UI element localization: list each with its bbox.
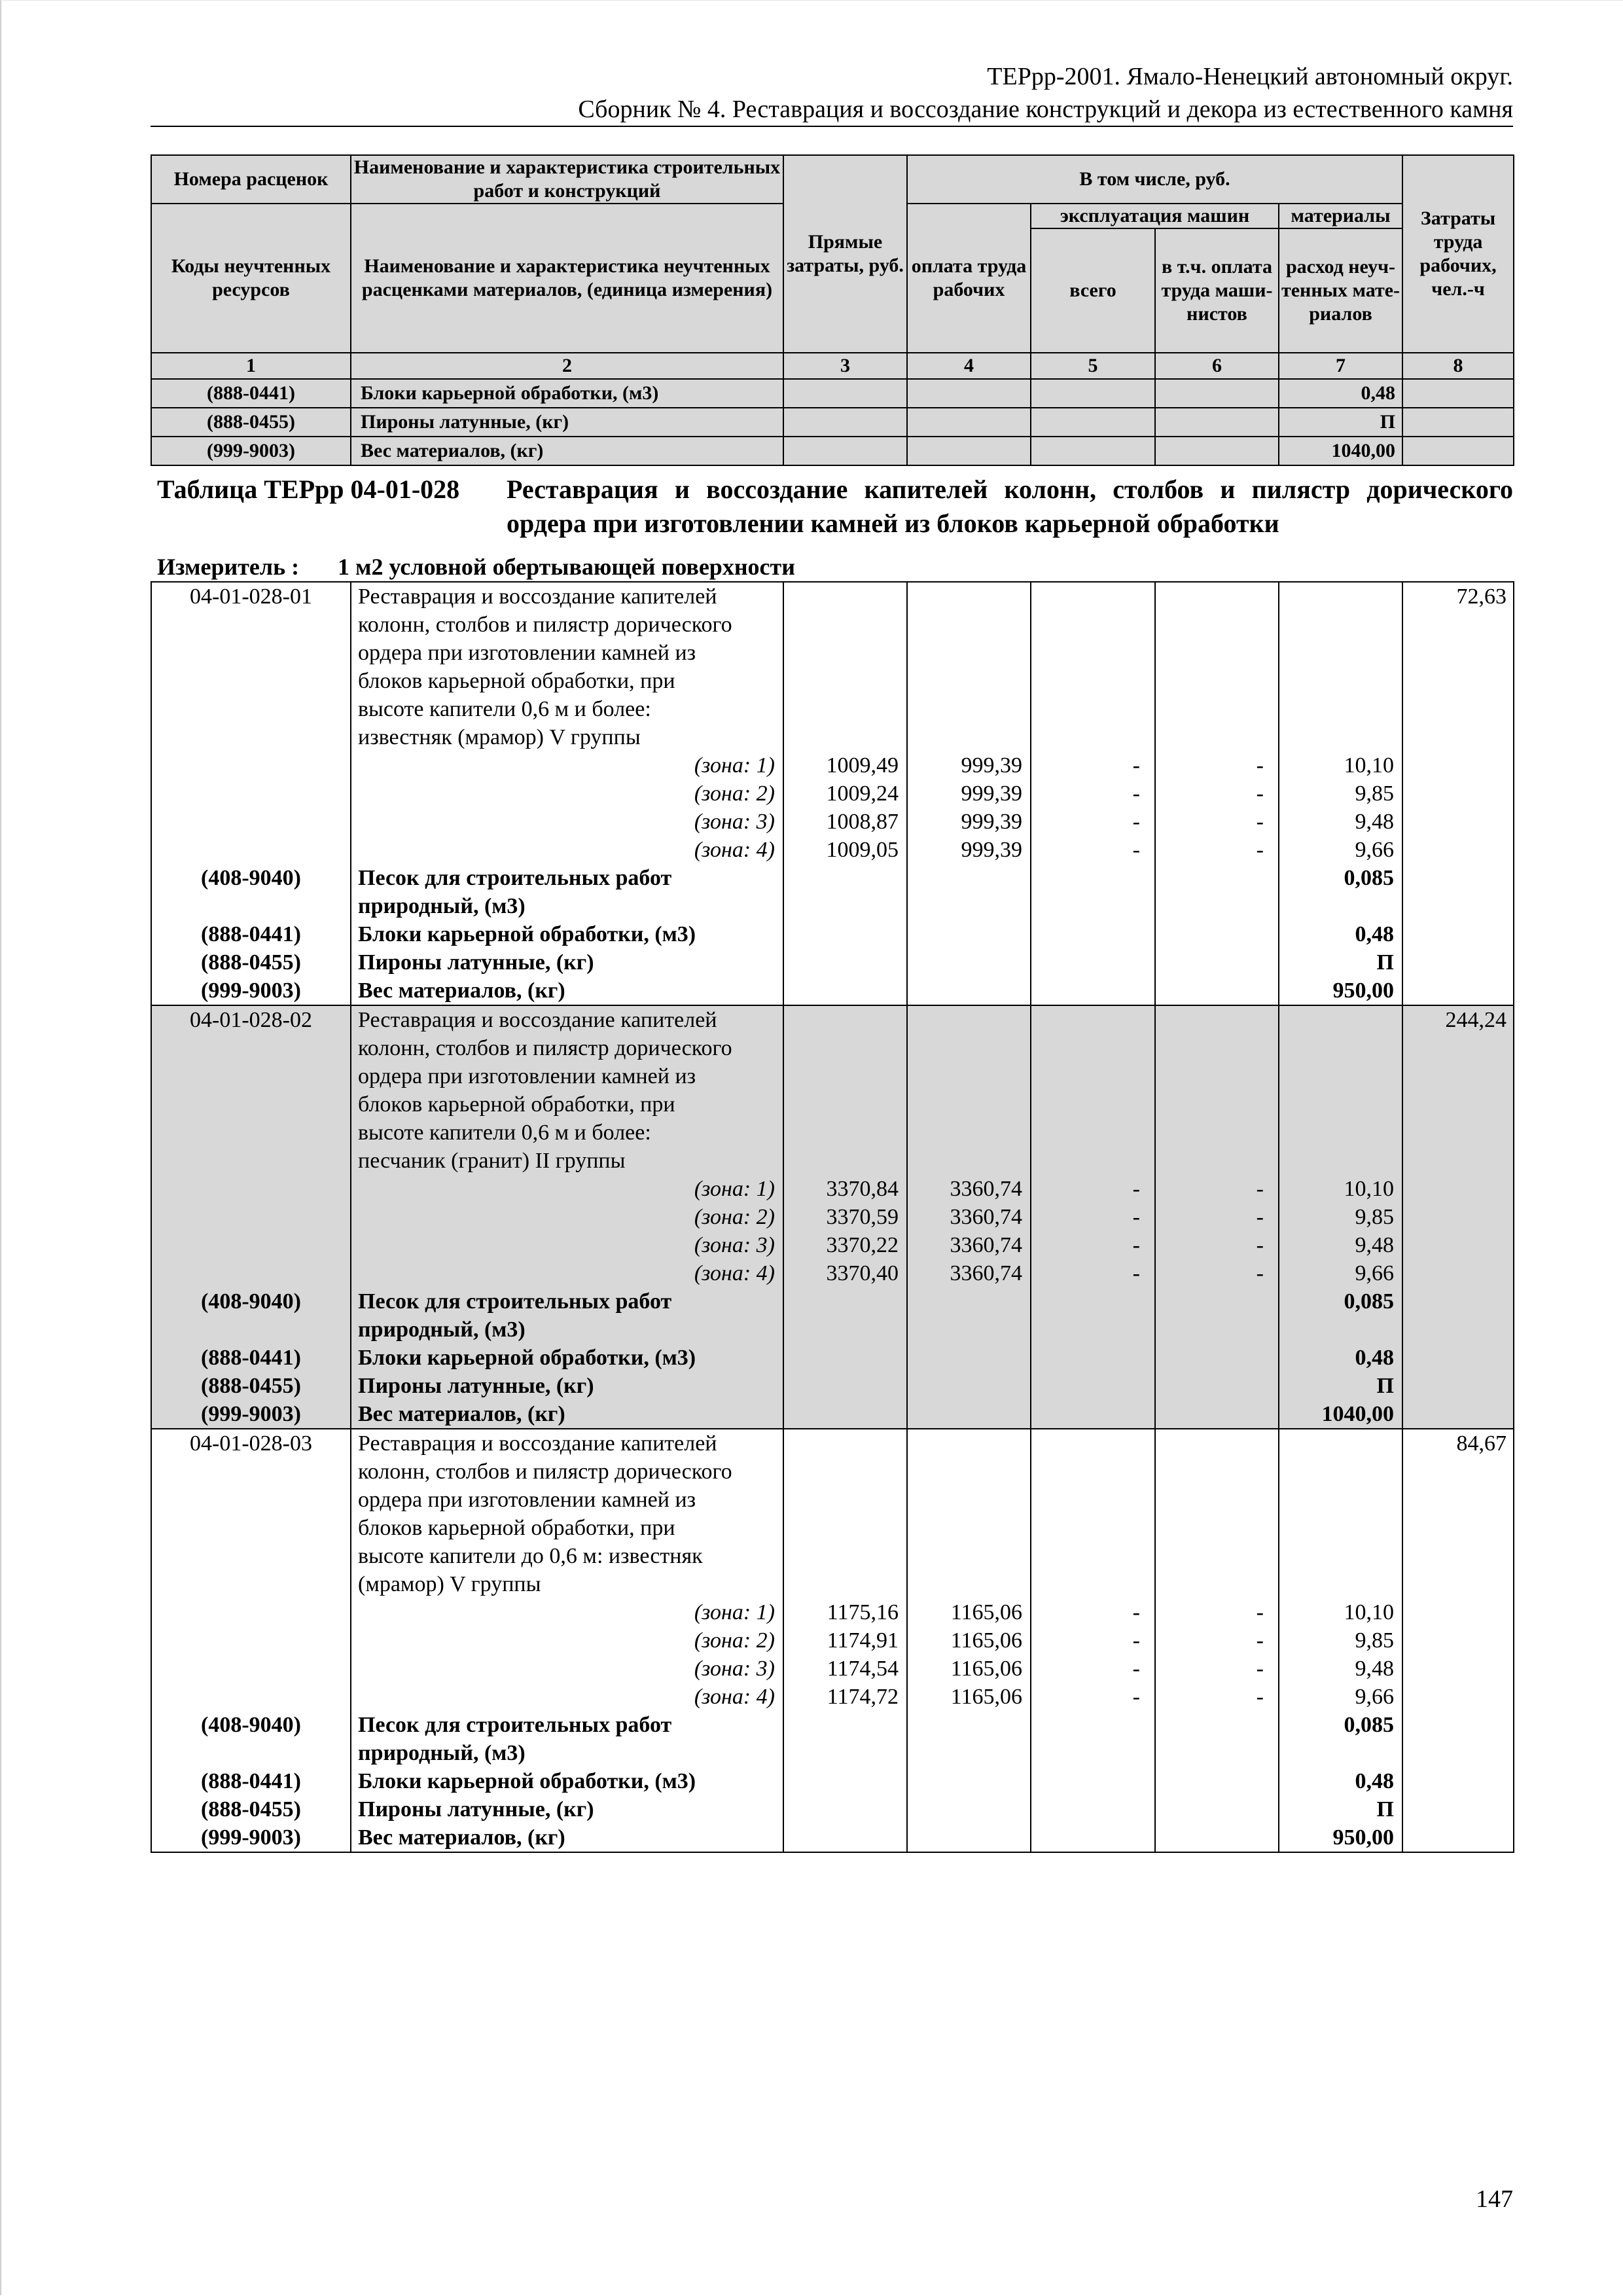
zone-label: (зона: 2)	[351, 1626, 783, 1655]
materials-cost: 9,66	[1279, 1259, 1402, 1287]
resource-code: (888-0441)	[151, 379, 351, 408]
wage-cost: 1165,06	[907, 1655, 1031, 1683]
machinist-wage: -	[1155, 1626, 1279, 1655]
col-incl: В том числе, руб.	[907, 155, 1402, 204]
direct-cost: 1174,72	[783, 1683, 907, 1711]
direct-cost: 1175,16	[783, 1598, 907, 1626]
resource-code: (888-0455)	[151, 1372, 351, 1400]
rates-table	[151, 581, 1514, 1853]
zone-label: (зона: 1)	[351, 1598, 783, 1626]
zone-row	[151, 1231, 1514, 1259]
materials-cost: 9,85	[1279, 1626, 1402, 1655]
machines-cost: -	[1031, 1231, 1155, 1259]
resource-row	[151, 920, 1514, 948]
wage-cost: 3360,74	[907, 1231, 1031, 1259]
resource-value: П	[1279, 408, 1402, 437]
rate-desc-row	[151, 1090, 1514, 1119]
machinist-wage: -	[1155, 1598, 1279, 1626]
resource-code: (408-9040)	[151, 1287, 351, 1316]
rate-description-line: блоков карьерной обработки, при	[351, 1090, 783, 1119]
meter-value: 1 м2 условной обертывающей поверхности	[338, 554, 795, 580]
zone-label: (зона: 4)	[351, 1259, 783, 1287]
machinist-wage: -	[1155, 751, 1279, 780]
header-line-1: ТЕРрр-2001. Ямало-Ненецкий автономный округ.	[987, 63, 1513, 90]
rate-desc-row	[151, 667, 1514, 695]
materials-cost: 9,48	[1279, 1231, 1402, 1259]
wage-cost: 1165,06	[907, 1626, 1031, 1655]
resource-value: П	[1279, 948, 1402, 977]
rate-code: 04-01-028-02	[151, 1005, 351, 1034]
header-line-2: Сборник № 4. Реставрация и воссоздание конструкций и декора из естественного камня	[578, 96, 1513, 123]
resource-code: (999-9003)	[151, 1400, 351, 1429]
materials-cost: 10,10	[1279, 751, 1402, 780]
header-rule	[151, 126, 1513, 127]
machinist-wage: -	[1155, 780, 1279, 808]
resource-row	[151, 1711, 1514, 1739]
rate-description-line: высоте капители 0,6 м и более:	[351, 1119, 783, 1147]
continued-row	[151, 437, 1514, 465]
wage-cost: 3360,74	[907, 1203, 1031, 1231]
rate-description-line: блоков карьерной обработки, при	[351, 1514, 783, 1542]
resource-code: (999-9003)	[151, 1823, 351, 1852]
rate-desc-row	[151, 1458, 1514, 1486]
zone-row	[151, 1655, 1514, 1683]
resource-value: 1040,00	[1279, 437, 1402, 465]
col-number: 1	[151, 353, 351, 379]
resource-row	[151, 1823, 1514, 1852]
resource-row	[151, 948, 1514, 977]
rate-desc-row	[151, 695, 1514, 723]
wage-cost: 3360,74	[907, 1259, 1031, 1287]
rate-desc-row	[151, 1570, 1514, 1598]
rate-description-line: песчаник (гранит) II группы	[351, 1147, 783, 1175]
col-number: 6	[1155, 353, 1279, 379]
rate-desc-row	[151, 1062, 1514, 1090]
resource-value: П	[1279, 1372, 1402, 1400]
resource-name: природный, (м3)	[351, 1739, 783, 1767]
rate-description-line: высоте капители до 0,6 м: известняк	[351, 1542, 783, 1570]
zone-label: (зона: 3)	[351, 1655, 783, 1683]
zone-row	[151, 808, 1514, 836]
rate-desc-row	[151, 1147, 1514, 1175]
resource-row	[151, 1287, 1514, 1316]
col-machines-wage: в т.ч. оплата труда маши-нистов	[1155, 228, 1279, 353]
materials-cost: 9,85	[1279, 1203, 1402, 1231]
resource-name: Блоки карьерной обработки, (м3)	[351, 1344, 783, 1372]
zone-row	[151, 1683, 1514, 1711]
rate-description-line: (мрамор) V группы	[351, 1570, 783, 1598]
materials-cost: 9,48	[1279, 1655, 1402, 1683]
rate-description-line: Реставрация и воссоздание капителей	[351, 582, 783, 611]
machinist-wage: -	[1155, 808, 1279, 836]
resource-code: (999-9003)	[151, 977, 351, 1005]
col-materials-sub: расход неуч-тенных мате-риалов	[1279, 228, 1402, 353]
wage-cost: 3360,74	[907, 1175, 1031, 1203]
resource-name: Пироны латунные, (кг)	[351, 948, 783, 977]
zone-label: (зона: 1)	[351, 751, 783, 780]
machines-cost: -	[1031, 1259, 1155, 1287]
zone-label: (зона: 3)	[351, 808, 783, 836]
col-codes-bottom: Коды неучтенных ресурсов	[151, 204, 351, 353]
rate-description-line: колонн, столбов и пилястр дорического	[351, 1458, 783, 1486]
rate-code: 04-01-028-01	[151, 582, 351, 611]
materials-cost: 9,48	[1279, 808, 1402, 836]
rate-desc-row	[151, 723, 1514, 751]
materials-cost: 9,66	[1279, 1683, 1402, 1711]
resource-name: Пироны латунные, (кг)	[351, 1795, 783, 1823]
rate-row	[151, 1429, 1514, 1458]
resource-value: П	[1279, 1795, 1402, 1823]
resource-name: Песок для строительных работ	[351, 864, 783, 892]
materials-cost: 9,85	[1279, 780, 1402, 808]
direct-cost: 3370,84	[783, 1175, 907, 1203]
rate-desc-row	[151, 1542, 1514, 1570]
resource-name: природный, (м3)	[351, 892, 783, 920]
col-machines-total: всего	[1031, 228, 1155, 353]
zone-row	[151, 1175, 1514, 1203]
zone-row	[151, 1203, 1514, 1231]
labor-cost: 84,67	[1402, 1429, 1514, 1458]
resource-name: Блоки карьерной обработки, (м3)	[351, 379, 783, 408]
rate-description-line: Реставрация и воссоздание капителей	[351, 1429, 783, 1458]
wage-cost: 999,39	[907, 751, 1031, 780]
labor-cost: 244,24	[1402, 1005, 1514, 1034]
machines-cost: -	[1031, 1598, 1155, 1626]
col-number: 2	[351, 353, 783, 379]
col-number: 4	[907, 353, 1031, 379]
resource-row	[151, 1344, 1514, 1372]
col-codes-top: Номера расценок	[151, 155, 351, 204]
zone-row	[151, 751, 1514, 780]
table-title-text: Реставрация и воссоздание капителей колонн, столбов и пилястр дорического ордера при изготовлении камней из блоков карьерной обработки	[507, 475, 1513, 538]
rate-description-line: ордера при изготовлении камней из	[351, 1486, 783, 1514]
machines-cost: -	[1031, 1175, 1155, 1203]
direct-cost: 1009,49	[783, 751, 907, 780]
col-number: 3	[783, 353, 907, 379]
rate-description-line: колонн, столбов и пилястр дорического	[351, 1034, 783, 1062]
machines-cost: -	[1031, 1655, 1155, 1683]
resource-code: (408-9040)	[151, 1711, 351, 1739]
rate-description-line: ордера при изготовлении камней из	[351, 639, 783, 667]
resource-row	[151, 977, 1514, 1005]
rate-code: 04-01-028-03	[151, 1429, 351, 1458]
wage-cost: 1165,06	[907, 1683, 1031, 1711]
machines-cost: -	[1031, 836, 1155, 864]
resource-name: Вес материалов, (кг)	[351, 1823, 783, 1852]
zone-row	[151, 836, 1514, 864]
direct-cost: 3370,22	[783, 1231, 907, 1259]
page-number: 147	[1476, 2185, 1513, 2213]
meter-line	[157, 554, 795, 580]
col-wage: оплата труда рабочих	[907, 204, 1031, 353]
resource-code: (888-0455)	[151, 948, 351, 977]
continued-row	[151, 408, 1514, 437]
machinist-wage: -	[1155, 1175, 1279, 1203]
resource-value: 0,48	[1279, 379, 1402, 408]
rate-description-line: блоков карьерной обработки, при	[351, 667, 783, 695]
zone-label: (зона: 4)	[351, 1683, 783, 1711]
resource-name: Вес материалов, (кг)	[351, 437, 783, 465]
resource-code: (888-0441)	[151, 1344, 351, 1372]
materials-cost: 9,66	[1279, 836, 1402, 864]
resource-name: Песок для строительных работ	[351, 1711, 783, 1739]
col-labor: Затраты труда рабочих, чел.-ч	[1402, 155, 1514, 353]
machinist-wage: -	[1155, 1259, 1279, 1287]
resource-row	[151, 1795, 1514, 1823]
machines-cost: -	[1031, 1203, 1155, 1231]
meter-label: Измеритель :	[157, 554, 300, 580]
direct-cost: 1008,87	[783, 808, 907, 836]
resource-value: 0,48	[1279, 1344, 1402, 1372]
resource-name: природный, (м3)	[351, 1316, 783, 1344]
rate-row	[151, 1005, 1514, 1034]
labor-cost: 72,63	[1402, 582, 1514, 611]
rate-description-line: высоте капители 0,6 м и более:	[351, 695, 783, 723]
resource-value: 1040,00	[1279, 1400, 1402, 1429]
wage-cost: 999,39	[907, 780, 1031, 808]
col-number: 7	[1279, 353, 1402, 379]
rate-desc-row	[151, 1034, 1514, 1062]
rate-desc-row	[151, 1514, 1514, 1542]
rate-desc-row	[151, 1119, 1514, 1147]
machines-cost: -	[1031, 808, 1155, 836]
rate-description-line: Реставрация и воссоздание капителей	[351, 1005, 783, 1034]
wage-cost: 999,39	[907, 836, 1031, 864]
col-number: 5	[1031, 353, 1155, 379]
resource-row	[151, 864, 1514, 892]
rate-row	[151, 582, 1514, 611]
resource-name: Пироны латунные, (кг)	[351, 1372, 783, 1400]
resource-name: Вес материалов, (кг)	[351, 977, 783, 1005]
resource-code: (888-0441)	[151, 1767, 351, 1795]
resource-code: (408-9040)	[151, 864, 351, 892]
col-name-bottom: Наименование и характеристика неучтенных расценками материалов, (единица измерения)	[351, 204, 783, 353]
col-name-top: Наименование и характеристика строительных работ и конструкций	[351, 155, 783, 204]
resource-value: 0,48	[1279, 1767, 1402, 1795]
col-number: 8	[1402, 353, 1514, 379]
machinist-wage: -	[1155, 1683, 1279, 1711]
direct-cost: 3370,59	[783, 1203, 907, 1231]
machinist-wage: -	[1155, 1203, 1279, 1231]
resource-row	[151, 1372, 1514, 1400]
rate-desc-row	[151, 611, 1514, 639]
rate-description-line: известняк (мрамор) V группы	[351, 723, 783, 751]
machines-cost: -	[1031, 780, 1155, 808]
resource-code: (888-0455)	[151, 408, 351, 437]
resource-value: 0,085	[1279, 1711, 1402, 1739]
zone-label: (зона: 2)	[351, 780, 783, 808]
materials-cost: 10,10	[1279, 1175, 1402, 1203]
machines-cost: -	[1031, 751, 1155, 780]
resource-name: Вес материалов, (кг)	[351, 1400, 783, 1429]
direct-cost: 1009,24	[783, 780, 907, 808]
resource-code: (888-0441)	[151, 920, 351, 948]
machinist-wage: -	[1155, 836, 1279, 864]
resource-row-cont	[151, 892, 1514, 920]
resource-name: Блоки карьерной обработки, (м3)	[351, 1767, 783, 1795]
resource-code: (888-0455)	[151, 1795, 351, 1823]
zone-label: (зона: 3)	[351, 1231, 783, 1259]
machinist-wage: -	[1155, 1655, 1279, 1683]
resource-code: (999-9003)	[151, 437, 351, 465]
resource-value: 0,085	[1279, 864, 1402, 892]
zone-row	[151, 1259, 1514, 1287]
zone-label: (зона: 2)	[351, 1203, 783, 1231]
machines-cost: -	[1031, 1683, 1155, 1711]
machinist-wage: -	[1155, 1231, 1279, 1259]
continued-row	[151, 379, 1514, 408]
resource-value: 950,00	[1279, 977, 1402, 1005]
direct-cost: 3370,40	[783, 1259, 907, 1287]
running-header	[151, 60, 1513, 126]
zone-row	[151, 1626, 1514, 1655]
col-machines: эксплуатация машин	[1031, 204, 1279, 228]
resource-name: Блоки карьерной обработки, (м3)	[351, 920, 783, 948]
wage-cost: 1165,06	[907, 1598, 1031, 1626]
col-direct: Прямые затраты, руб.	[783, 155, 907, 353]
resource-name: Пироны латунные, (кг)	[351, 408, 783, 437]
direct-cost: 1009,05	[783, 836, 907, 864]
wage-cost: 999,39	[907, 808, 1031, 836]
resource-row-cont	[151, 1739, 1514, 1767]
header-table	[151, 154, 1514, 466]
rate-desc-row	[151, 1486, 1514, 1514]
zone-row	[151, 780, 1514, 808]
direct-cost: 1174,54	[783, 1655, 907, 1683]
rate-desc-row	[151, 639, 1514, 667]
zone-label: (зона: 4)	[351, 836, 783, 864]
materials-cost: 10,10	[1279, 1598, 1402, 1626]
direct-cost: 1174,91	[783, 1626, 907, 1655]
rate-description-line: ордера при изготовлении камней из	[351, 1062, 783, 1090]
machines-cost: -	[1031, 1626, 1155, 1655]
zone-label: (зона: 1)	[351, 1175, 783, 1203]
resource-name: Песок для строительных работ	[351, 1287, 783, 1316]
resource-row	[151, 1767, 1514, 1795]
resource-row-cont	[151, 1316, 1514, 1344]
resource-value: 0,085	[1279, 1287, 1402, 1316]
rate-description-line: колонн, столбов и пилястр дорического	[351, 611, 783, 639]
col-materials: материалы	[1279, 204, 1402, 228]
zone-row	[151, 1598, 1514, 1626]
resource-value: 950,00	[1279, 1823, 1402, 1852]
resource-row	[151, 1400, 1514, 1429]
table-code: Таблица ТЕРрр 04-01-028	[157, 475, 460, 504]
resource-value: 0,48	[1279, 920, 1402, 948]
